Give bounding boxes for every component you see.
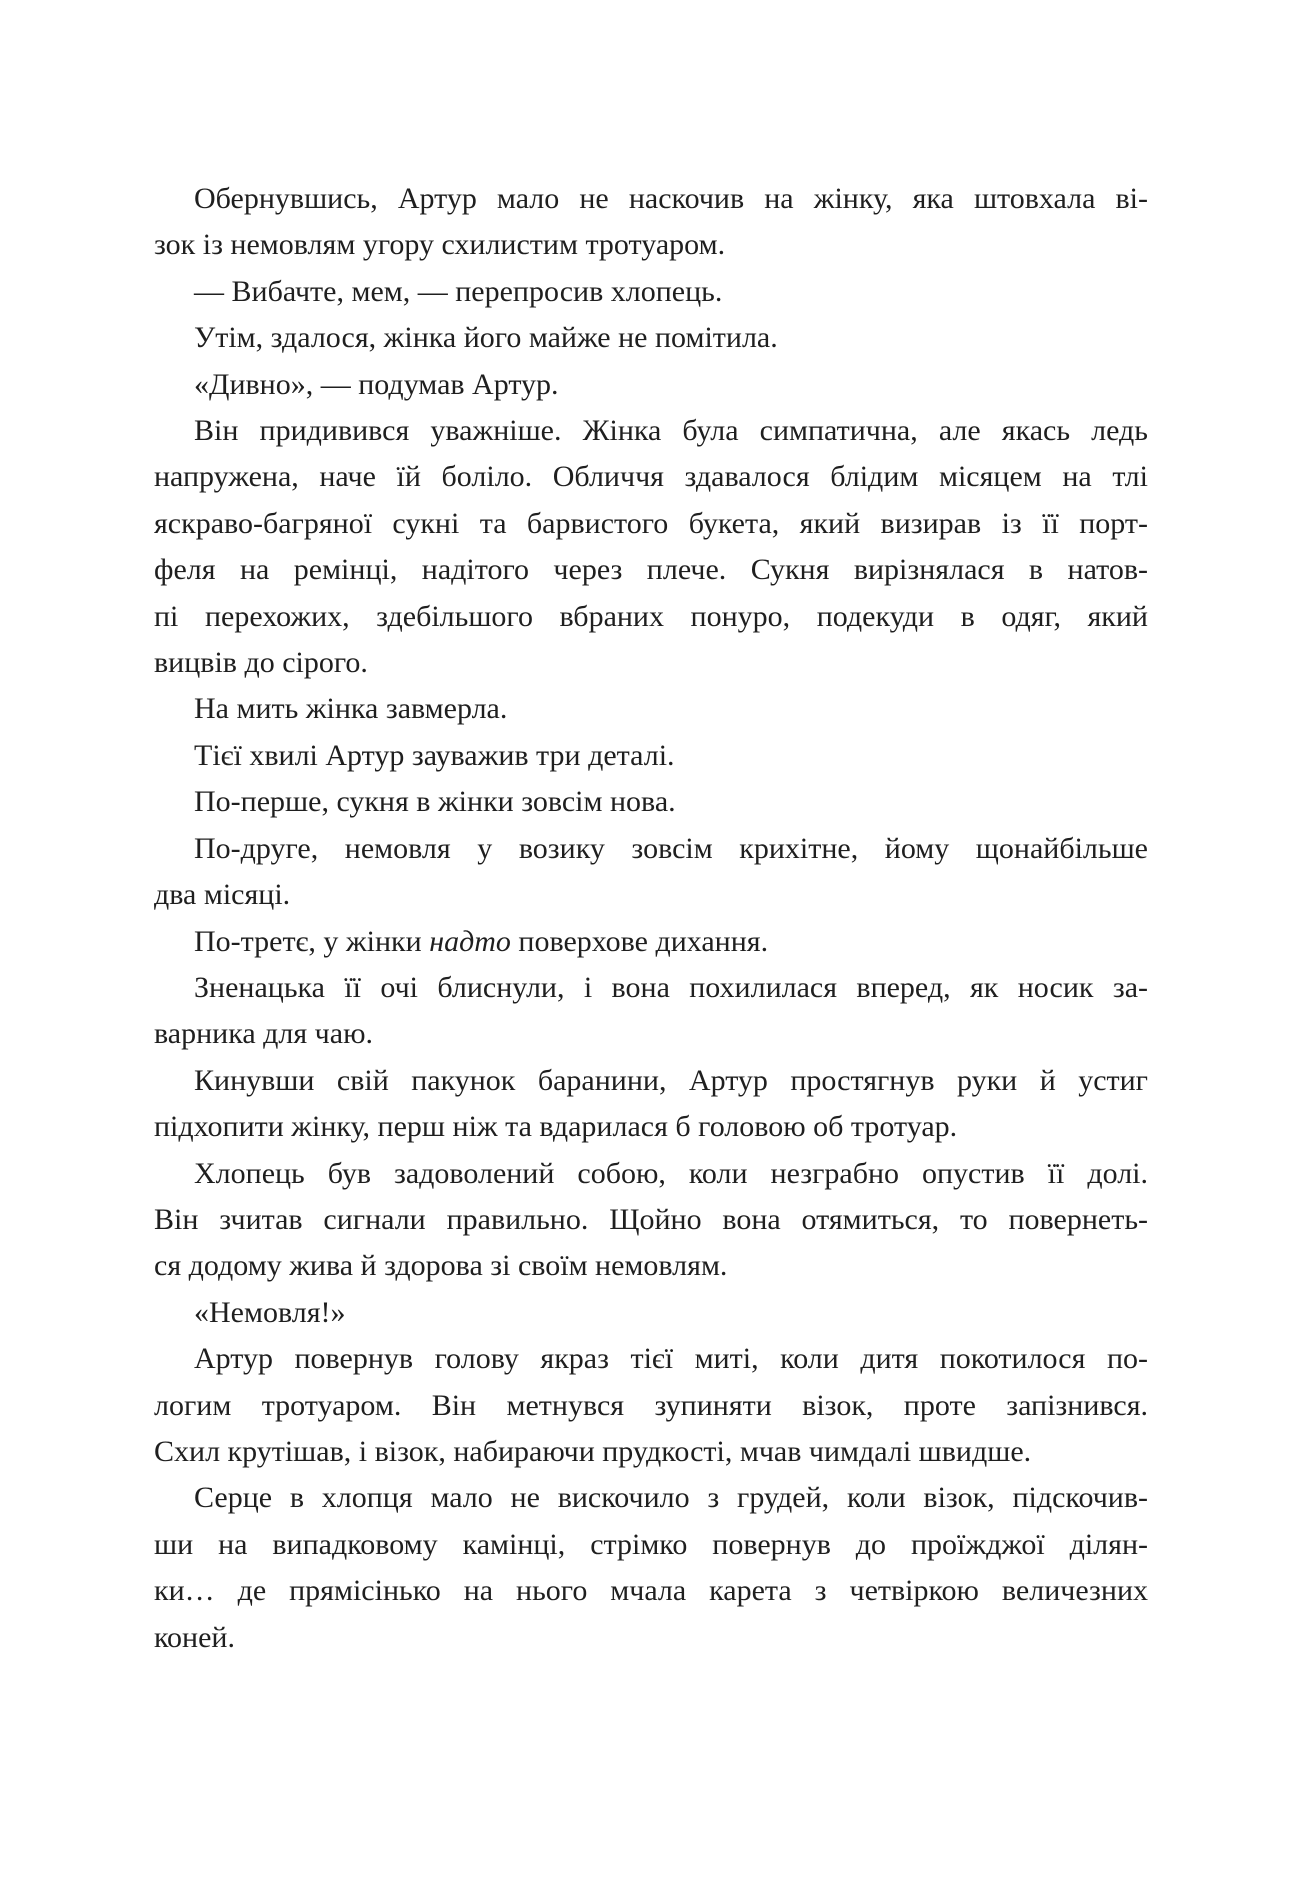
text-line: ки… де прямісінько на нього мчала карета з четвіркою величезних: [154, 1574, 1148, 1608]
text-line: Серце в хлопця мало не вискочило з грудей, коли візок, підскочив-: [194, 1481, 1148, 1515]
text-line: Він зчитав сигнали правильно. Щойно вона отямиться, то повернеть-: [154, 1202, 1148, 1236]
text-line: ши на випадковому камінці, стрімко повернув до проїжджої ділян-: [154, 1527, 1148, 1561]
text-line: На мить жінка завмерла.: [194, 692, 508, 726]
paragraph: [154, 269, 1148, 315]
paragraph: [154, 1058, 1148, 1151]
text-line: напружена, наче їй боліло. Обличчя здавалося блідим місяцем на тлі: [154, 460, 1148, 494]
text-line: вицвів до сірого.: [154, 646, 368, 680]
text-line: феля на ремінці, надітого через плече. Сукня вирізнялася в натов-: [154, 553, 1148, 587]
italic-word: надто: [429, 924, 511, 958]
paragraph: [154, 1290, 1148, 1336]
paragraph: [154, 1151, 1148, 1290]
text-line: Схил крутішав, і візок, набираючи прудкості, мчав чимдалі швидше.: [154, 1434, 1032, 1468]
text-line: зок із немовлям угору схилистим тротуаром.: [154, 228, 726, 262]
text-line: Утім, здалося, жінка його майже не помітила.: [194, 321, 778, 355]
text-line: логим тротуаром. Він метнувся зупиняти візок, проте запізнився.: [154, 1388, 1148, 1422]
text-line: пі перехожих, здебільшого вбраних понуро, подекуди в одяг, який: [154, 599, 1148, 633]
text-line: — Вибачте, мем, — перепросив хлопець.: [194, 274, 723, 308]
paragraph: [154, 965, 1148, 1058]
text-line: Обернувшись, Артур мало не наскочив на жінку, яка штовхала ві-: [194, 182, 1148, 215]
text-segment: поверхове дихання.: [510, 924, 769, 958]
page-text: [154, 176, 1148, 1661]
text-line: ся додому жива й здорова зі своїм немовлям.: [154, 1249, 728, 1283]
text-line: [154, 919, 1148, 965]
paragraph: [154, 779, 1148, 825]
text-line: коней.: [154, 1620, 235, 1654]
text-line: яскраво-багряної сукні та барвистого букета, який визирав із її порт-: [154, 506, 1148, 540]
text-line: Артур повернув голову якраз тієї миті, коли дитя покотилося по-: [194, 1342, 1148, 1376]
paragraph: [154, 408, 1148, 686]
text-line: два місяці.: [154, 878, 291, 912]
paragraph: [154, 315, 1148, 361]
paragraph: [154, 362, 1148, 408]
text-line: Тієї хвилі Артур зауважив три деталі.: [194, 738, 675, 772]
text-line: підхопити жінку, перш ніж та вдарилася б головою об тротуар.: [154, 1110, 958, 1144]
text-line: По-перше, сукня в жінки зовсім нова.: [194, 785, 676, 819]
text-line: Хлопець був задоволений собою, коли незграбно опустив її долі.: [194, 1156, 1148, 1190]
paragraph: [154, 826, 1148, 919]
text-line: «Дивно», — подумав Артур.: [194, 367, 559, 401]
text-line: Зненацька її очі блиснули, і вона похилилася вперед, як носик за-: [194, 970, 1148, 1004]
paragraph: [154, 919, 1148, 965]
text-line: Він придивився уважніше. Жінка була симпатична, але якась ледь: [194, 414, 1148, 448]
text-line: По-друге, немовля у возику зовсім крихітне, йому щонайбільше: [194, 831, 1148, 865]
paragraph: [154, 1336, 1148, 1475]
text-line: варника для чаю.: [154, 1017, 373, 1051]
text-line: «Немовля!»: [194, 1295, 346, 1329]
paragraph: [154, 176, 1148, 269]
paragraph: [154, 1475, 1148, 1661]
paragraph: [154, 733, 1148, 779]
paragraph: [154, 686, 1148, 732]
text-segment: По-третє, у жінки: [194, 924, 430, 958]
text-line: Кинувши свій пакунок баранини, Артур простягнув руки й устиг: [194, 1063, 1148, 1097]
